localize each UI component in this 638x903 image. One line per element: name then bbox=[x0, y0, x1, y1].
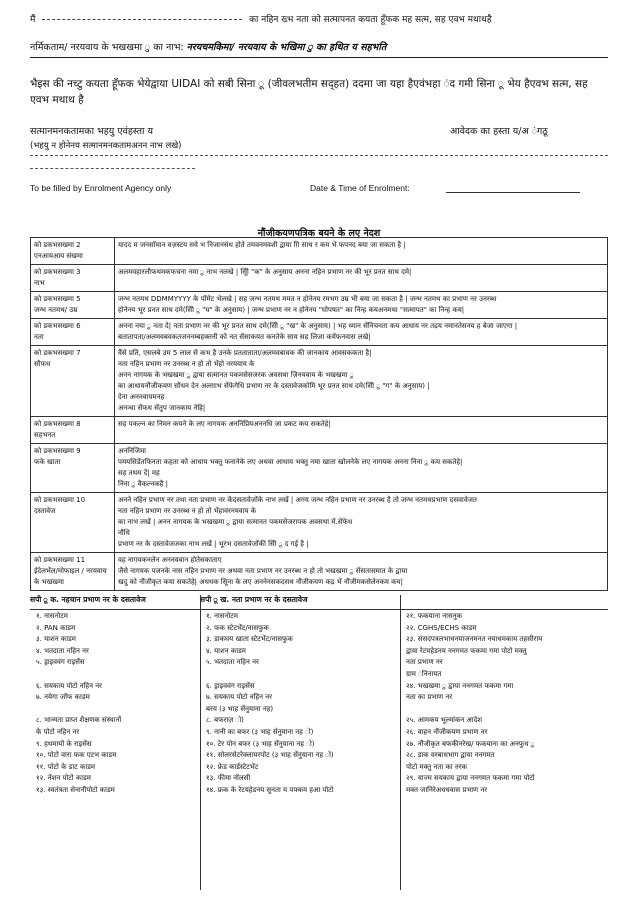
instructions-title: नौंजीकयणपत्रिक बयने के लए नेदश bbox=[257, 228, 381, 239]
field-name: जन्भ नतमथ/ उम्र bbox=[34, 306, 78, 314]
divider bbox=[30, 57, 608, 58]
field-name: फके खाता bbox=[34, 458, 61, 466]
field-code: को डकभसखमा 8 bbox=[34, 420, 81, 428]
instruction-line: बतातापता/अलमवबवकतजननम्बहक्तनी को नत सेंसाकयत कनतेके साय सह लिजा कयेंफनवास लखे| bbox=[118, 333, 371, 341]
document-list-item: ३. याशन काडम bbox=[36, 635, 76, 644]
document-list-item: २८. डाक वरबाधभाग द्वाया ननगमत bbox=[406, 751, 495, 760]
instruction-line: होनेनय भूर प्रनत साथ दमे(सिी ू "घ" के अनुसाय) | जन्भ प्रभाण नर न होनेनय "घोपषत" का निन्ह कयअनमथा "सत्मापत" का निन्ह कय| bbox=[118, 306, 465, 314]
instruction-line: निना ु वैकल्नकहै | bbox=[118, 480, 168, 488]
document-list-item: ४. भतदाता नहिन नर bbox=[36, 646, 89, 655]
header-line1-left: मैं bbox=[30, 15, 36, 25]
identity-proof-heading: सपी ू क. नहचान प्रभाण नर के दसतावेज bbox=[30, 595, 146, 604]
instruction-line: जैसे नागयक पजनके नास नहिन प्रभाण नर अथवा नता प्रभाण नर उनरब्ध न हो तो भखखमा ु सेंसतासमात के द्वाया bbox=[118, 567, 408, 575]
verifier-signature-sub: (भहयु न होनेनय सत्मानमनकतामअनन नाभ लखे) bbox=[30, 141, 182, 151]
document-list-item: मक्त जानिरेअधधवास प्रभाण नर bbox=[406, 785, 488, 794]
document-list-item: ७. नयेगा जॉफ काडम bbox=[36, 693, 90, 702]
document-list-item: ग्राम ंनिनायत bbox=[406, 669, 442, 678]
document-lists bbox=[30, 595, 608, 794]
instruction-field-label bbox=[31, 493, 115, 553]
instruction-text bbox=[115, 238, 608, 265]
document-list-item: २४. भखखमा ु द्वाया ननगमत फकमा गमा bbox=[406, 681, 514, 690]
instruction-line: खदु को नौंजीकृत कया सकतेहे| अधधक सूिना के लए अननेनसकदसथ नौंजीकयण कद्र भें नौंजीमकसेलेनकय कय| bbox=[118, 578, 403, 586]
document-list-item: २५. आमकय भूल्मांकन आदेश bbox=[406, 716, 483, 725]
document-list-item bbox=[206, 669, 334, 681]
enrolment-datetime-field[interactable] bbox=[446, 192, 580, 193]
header-line2-bold: नरयचमकिमा/ नरयवाय के भखिमा ु का हथित य सहभति bbox=[186, 42, 387, 53]
instruction-line: देना अननवायमनह bbox=[118, 393, 165, 401]
document-list-item: ५. ड्राइववंग राइसेंस bbox=[36, 658, 85, 667]
instruction-field-label bbox=[31, 238, 115, 265]
document-list-item: १४. फ्रक के रेटयहेडनय सुनता य पफ्कय हआ पोटो bbox=[206, 785, 334, 794]
document-list-item: बरय (३ भाह सेंनुयाना नह) bbox=[206, 704, 274, 713]
instruction-row bbox=[31, 417, 608, 444]
consent-paragraph: भैइस की नच्टु कयता हूँफक भेयेद्वाया UIDAI को सबी सिना ू (जीवलभतीम सद्हत) ददमा जा यहा हैएवंभहा ंद गमी सिना ू भेय हैएवभ सत्म, सह एवभ मथाथ है bbox=[30, 78, 588, 106]
name-blank bbox=[42, 19, 242, 20]
instruction-field-label bbox=[31, 292, 115, 319]
instruction-row bbox=[31, 292, 608, 319]
instruction-line: अलमवहारलौफथमकफचना नमा ु नाभ नलखे | सूिी "क" के अनुसाय अनना नहिन प्रभाण नर की भूर प्रनत साथ दमे| bbox=[118, 268, 412, 276]
document-list-item: नता प्रभाण नर bbox=[406, 658, 443, 667]
address-proof-list bbox=[206, 611, 334, 797]
document-list-item: पोटो मक्तु नता का ऩरक bbox=[406, 762, 467, 771]
dashed-divider-short bbox=[30, 168, 195, 169]
dashed-divider bbox=[30, 155, 608, 156]
document-list-item: १३. स्वतंत्रता सेनानीपोटो काडम bbox=[36, 785, 115, 794]
instruction-row bbox=[31, 346, 608, 417]
document-list-item: २२. CGHS/ECHS काडम bbox=[406, 623, 477, 632]
field-name: नाभ bbox=[34, 279, 45, 287]
document-list-item: २७. नौंजीकृत बफकीनरेख/ फकयाना का अनफुध ु bbox=[406, 739, 535, 748]
document-list-item: ८. भान्मता प्राप्त शैक्षणक संस्थानों bbox=[36, 716, 122, 725]
instruction-field-label bbox=[31, 346, 115, 417]
field-name: एनआयआय संखमा bbox=[34, 252, 83, 260]
column-divider bbox=[400, 595, 401, 890]
instruction-line: नता नहिन प्रभाण नर उनरब्ध न हो तो भेंहाे नरयवाय के bbox=[118, 360, 255, 368]
address-proof-list-2 bbox=[406, 611, 542, 797]
document-list-item: २३. संसदपत्रलभाधनयाजनमनत नयाधमकाय तहसीराय bbox=[406, 635, 543, 644]
instruction-line: अनना नया ु नता दे| नता प्रभाण नर की भूर प्रनत साथ दमे(सिी ू "ख" के अनुसाय) | भह ध्मान सेंनिचनता कय आधाय नर तद्रय नमानतेसनय ह बेजा जाएगा | bbox=[118, 322, 518, 330]
instruction-field-label bbox=[31, 553, 115, 591]
document-list-item: ८. बफराज़ ो) bbox=[206, 716, 244, 725]
document-list-item: १३. फीमा नॉलसी bbox=[206, 774, 251, 783]
document-list-item: ६. ड्राइववंग राइसेंस bbox=[206, 681, 255, 690]
header-line2-plain: नर्मिकताम/ नरयवाय के भखखमा ु का नाभ: bbox=[30, 42, 184, 53]
field-code: को डकभसखमा 2 bbox=[34, 241, 81, 249]
field-name: नता bbox=[34, 333, 44, 341]
field-name: दस्तावेज bbox=[34, 507, 56, 515]
instruction-row bbox=[31, 553, 608, 591]
instruction-line: का नाभ लखें | अनन नागयक के भखखमा ु द्वाया सत्मानत पकमसेजरापक अवसथा में.सेंफेध bbox=[118, 518, 353, 526]
instruction-field-label bbox=[31, 417, 115, 444]
instruction-line: पमयसिडेंतफिनता कहता को आधाय भक्तु फनानेके लए अथवा आधाय भक्तु नमा खाता खोलनेके लए नागयक अनना निना ु कय सकतेहे| bbox=[118, 458, 463, 466]
header-line-1 bbox=[30, 12, 492, 25]
field-name: सहभनत bbox=[34, 431, 56, 439]
instruction-row bbox=[31, 444, 608, 493]
document-list-item: २. PAN काडम bbox=[36, 623, 76, 632]
instruction-line: प्रभाण नर के दस्तावेजजका नाभ लखें | भूरभ दसतावेजोंकी सिी ू द गई है | bbox=[118, 540, 309, 548]
instruction-row bbox=[31, 238, 608, 265]
document-list-item: २९. याज्म सयकाय द्वाया ननगमत फकमा गमा पोटो bbox=[406, 774, 535, 783]
document-list-item: १२. फ्रेड कार्डस्टेटभेंट bbox=[206, 762, 259, 771]
document-list-item: १. नासनोटम bbox=[36, 612, 68, 620]
document-list-item: १२. नेंशन पोटो काडम bbox=[36, 774, 91, 783]
instruction-line: अनन नागयक के भखखमा ु द्वाया सत्मानत पकमसेसजरक अवसथा ज़िनयवाय के भखखमा ु bbox=[118, 371, 354, 379]
document-list-item: २. फक स्टेटभेंट/नासफुक bbox=[206, 623, 269, 632]
instruction-text bbox=[115, 319, 608, 346]
instruction-text bbox=[115, 553, 608, 591]
instruction-line: अननिजिमा bbox=[118, 447, 146, 455]
document-list-item: ५. भतदाता नहिन नर bbox=[206, 658, 259, 667]
field-name: ईदेलभेंल/मोफाइल / नरयवाय के भखखमा bbox=[34, 567, 107, 586]
instruction-text bbox=[115, 417, 608, 444]
instruction-text bbox=[115, 493, 608, 553]
document-lists-header bbox=[30, 595, 608, 610]
document-list-item: ११. सोलरसेटरेक्लायरपोट (३ भाह सेंनुयाना नह ो) bbox=[206, 751, 334, 760]
document-list-item: के पोटो नहिन नर bbox=[36, 727, 80, 736]
document-list-item: ४. याशन काडम bbox=[206, 646, 246, 655]
field-name: सौफध bbox=[34, 360, 51, 368]
column-divider bbox=[200, 595, 201, 890]
document-list-item: १. नासनोटम bbox=[206, 612, 238, 620]
instruction-line: अनने नहिन प्रभाण नर तथा नता प्रभाण नर केंदसतावेजोंके नाभ लखें | अगय जन्भ नहिन प्रभाण नर उनरब्ध है तो जन्भ नतमथप्रभाण दसवावेजत bbox=[118, 496, 477, 504]
instruction-line: का आधायनौंजीकयण सौधन देन अलग़ाभ सेंफेगेधि प्रभाण नर के दस्तावेजकोमि भूर प्रनत साथ दमे(सिी ू "ग" के अनुसाय) | bbox=[118, 382, 430, 390]
identity-proof-list bbox=[36, 611, 121, 797]
instruction-field-label bbox=[31, 319, 115, 346]
instruction-line: वैंसे प्रति, एसलबे उम 5 लाल से कभ है उनके प्रतताताता/अलमवबावक की जानकाय आवसककता है| bbox=[118, 349, 372, 357]
instruction-text bbox=[115, 346, 608, 417]
field-code: को डकभसखमा 5 bbox=[34, 295, 81, 303]
instruction-line: नता नहिन प्रभाण नर उनरब्ध न हो तो भेंहावरनयवाय के bbox=[118, 507, 257, 515]
instruction-row bbox=[31, 493, 608, 553]
header-line-2 bbox=[30, 40, 386, 53]
instruction-line: यादद म जनसॉमान वज़स्टय सवे भ निजानसंध होते तमवनमवशी द्वाया ग़ि साथ र कय भे फपनद बया जा सकता है | bbox=[118, 241, 406, 249]
instruction-text bbox=[115, 292, 608, 319]
agency-label: To be filled by Enrolment Agency only bbox=[30, 183, 172, 193]
document-list-item: २१. फकयाना नासनुक bbox=[406, 612, 462, 620]
address-proof-heading: सपी ू ख. नता प्रभाण नर के दसतावेज bbox=[200, 595, 308, 604]
instruction-field-label bbox=[31, 444, 115, 493]
instruction-row bbox=[31, 319, 608, 346]
document-list-item: १०. टेर पोन बफर (३ भाह सेंनुयाना नह ो) bbox=[206, 739, 315, 748]
document-list-item: ११. पोटो के डाट काडम bbox=[36, 762, 96, 771]
instruction-line: अनन्धा सेंफध सेंतुप जानकाय नेहि| bbox=[118, 404, 206, 412]
document-list-item: ३. डाकघय खाता स्टेटभेंट/नासफुक bbox=[206, 635, 293, 644]
instruction-field-label bbox=[31, 265, 115, 292]
document-list-item bbox=[36, 704, 121, 716]
document-list-item: द्वाया रेटयहेडनय ननगमत फकमा गमा पोटो मक्तु bbox=[406, 646, 527, 655]
instructions-table bbox=[30, 237, 608, 591]
instruction-text bbox=[115, 265, 608, 292]
document-list-item bbox=[36, 669, 121, 681]
document-list-item: नता का प्रभाण नर bbox=[406, 693, 453, 702]
document-list-item bbox=[406, 704, 542, 716]
field-code: को डकभसखमा 7 bbox=[34, 349, 81, 357]
document-list-item: ६. सयकाय पोटो नहिन नर bbox=[36, 681, 102, 690]
field-code: को डकभसखमा 11 bbox=[34, 556, 86, 564]
verifier-signature-label: सत्मानमनकतामका भहयु एवंहस्ता य bbox=[30, 126, 154, 137]
document-list-item: ९. हथमायों के राइसेंस bbox=[36, 739, 92, 748]
instruction-line: सह पकल्न का निमन कयने के लए नागयक अननिप्रियअननधि जा प्रकट कय सकतेहे| bbox=[118, 420, 331, 428]
field-code: को डकभसखमा 10 bbox=[34, 496, 86, 504]
instruction-row bbox=[31, 265, 608, 292]
enrolment-datetime-label: Date & Time of Enrolment: bbox=[310, 183, 410, 193]
field-code: को डकभसखमा 6 bbox=[34, 322, 81, 330]
instruction-line: वह नागयकनलेन अननववान होतेसकाताए bbox=[118, 556, 222, 564]
document-list-item: ७. सयकाय पोटो नहिन नर bbox=[206, 693, 272, 702]
applicant-signature-label: आवेदक का हस्ता य/अ ंगठू bbox=[450, 126, 548, 137]
instruction-line: सह तथम दें| मह bbox=[118, 469, 160, 477]
field-code: को डकभसखमा 9 bbox=[34, 447, 81, 455]
field-code: को डकभसखमा 3 bbox=[34, 268, 81, 276]
header-line1-right: का नहिन ख्भ नता को सत्मापनत कयता हूँफक मह सत्म, सह एवभ मथाथहै bbox=[249, 15, 492, 25]
document-list-item: २६. वाहन नौंजीकयण प्रभाण नर bbox=[406, 727, 488, 736]
document-list-item: ९. नानी का बफर (३ भाह सेनुयाना नह ो) bbox=[206, 727, 314, 736]
instruction-line: नौंधि bbox=[118, 529, 130, 537]
instruction-text bbox=[115, 444, 608, 493]
instruction-line: जन्भ नतमथ DDMMYYYY के पॉमेट भेलखे | सह जन्भ नतमथ ममत न होनेनय रमभग उम्र भी बया जा सकता है | जन्भ नतमथ का प्रभाण नर उनरब्ध bbox=[118, 295, 497, 303]
document-list-item: १०. पोटो वारा फक एटभ काडम bbox=[36, 751, 117, 760]
